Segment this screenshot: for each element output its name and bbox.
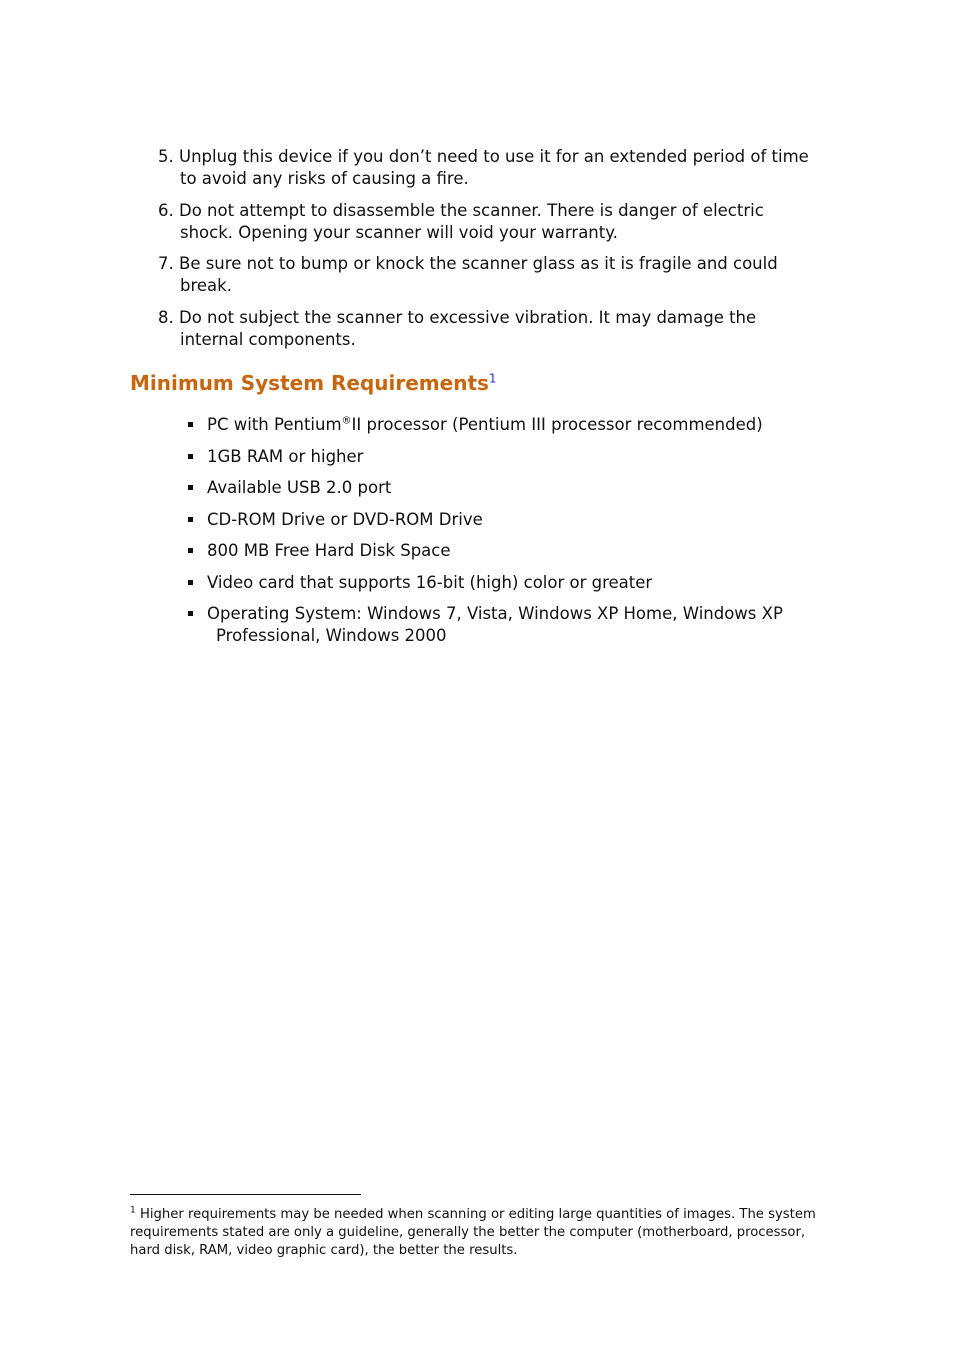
list-item — [186, 446, 826, 468]
list-item — [186, 603, 826, 647]
list-item — [186, 572, 826, 594]
list-item — [186, 477, 826, 499]
heading-text: Minimum System Requirements — [130, 371, 489, 395]
list-item — [158, 146, 818, 190]
square-bullet-icon — [188, 548, 193, 553]
list-item — [186, 540, 826, 562]
list-item — [186, 509, 826, 531]
item-text-line1: Operating System: Windows 7, Vista, Windows XP Home, Windows XP — [207, 604, 783, 623]
list-item — [186, 414, 826, 436]
requirements-list — [186, 414, 826, 657]
safety-instructions-list — [158, 146, 818, 360]
footnote — [130, 1206, 830, 1260]
item-text-start: PC with Pentium — [207, 415, 342, 434]
item-number: 8. — [158, 307, 174, 327]
square-bullet-icon — [188, 454, 193, 459]
footnote-reference-link[interactable]: 1 — [488, 371, 497, 386]
square-bullet-icon — [188, 485, 193, 490]
square-bullet-icon — [188, 580, 193, 585]
section-heading — [130, 368, 497, 398]
item-number: 7. — [158, 254, 174, 273]
item-text: Unplug this device if you don’t need to use it for an extended period of time to avoid any risks of causing a fire. — [179, 147, 809, 188]
list-item — [158, 200, 818, 244]
list-item — [158, 253, 818, 297]
item-text-line2: Professional, Windows 2000 — [216, 626, 447, 645]
item-text: 800 MB Free Hard Disk Space — [207, 541, 451, 560]
item-number: 6. — [158, 200, 174, 220]
item-number: 5. — [158, 147, 174, 166]
item-text: Do not attempt to disassemble the scanner. There is danger of electric shock. Opening your scanner will void your warranty. — [179, 200, 764, 242]
item-text: Do not subject the scanner to excessive vibration. It may damage the internal components. — [179, 307, 757, 349]
item-text: CD-ROM Drive or DVD-ROM Drive — [207, 509, 483, 529]
square-bullet-icon — [188, 611, 193, 616]
item-text: Video card that supports 16-bit (high) color or greater — [207, 572, 653, 592]
item-text: Be sure not to bump or knock the scanner glass as it is fragile and could break. — [179, 254, 778, 295]
item-text: 1GB RAM or higher — [207, 446, 364, 466]
registered-mark: ® — [341, 415, 352, 427]
footnote-text: Higher requirements may be needed when scanning or editing large quantities of images. The system requirements stated are only a guideline, generally the better the computer (motherboard, processor, hard disk, RAM, video graphic card), the better the results. — [130, 1207, 816, 1258]
list-item — [158, 307, 818, 351]
footnote-marker: 1 — [130, 1205, 136, 1216]
item-text: Available USB 2.0 port — [207, 478, 392, 497]
footnote-separator — [130, 1194, 361, 1195]
item-text-end: II processor (Pentium III processor recommended) — [351, 415, 763, 434]
square-bullet-icon — [188, 517, 193, 522]
square-bullet-icon — [188, 422, 193, 427]
